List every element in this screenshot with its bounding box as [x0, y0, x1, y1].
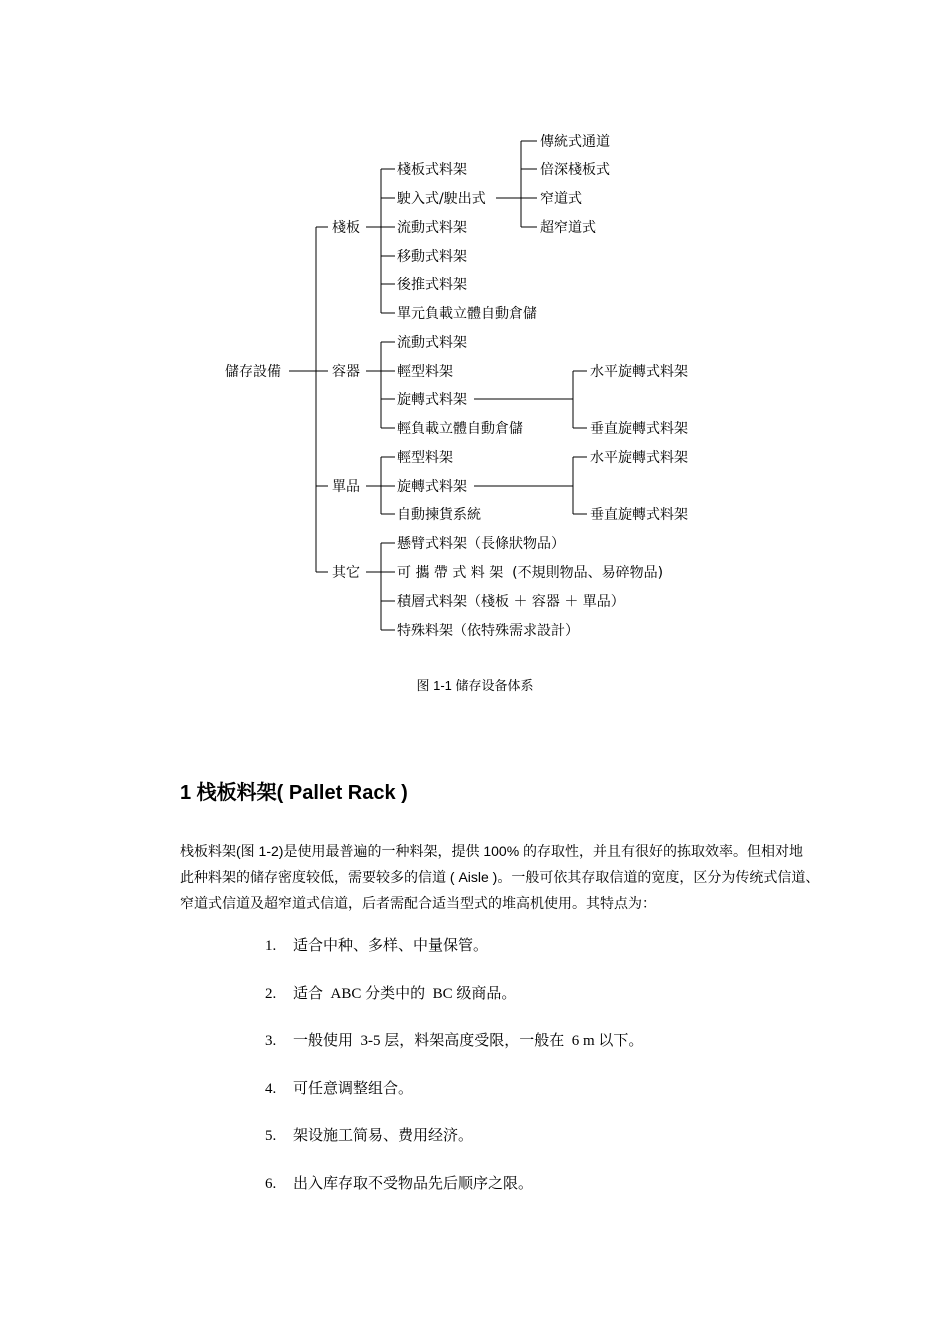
list-number: 6. [265, 1175, 277, 1192]
list-number: 3. [265, 1033, 277, 1050]
node-pallet: 棧板 [332, 220, 360, 236]
list-item [265, 1027, 643, 1075]
list-item [265, 1075, 643, 1123]
list-text: 可任意调整组合。 [293, 1080, 414, 1097]
body-paragraph [180, 838, 840, 916]
list-text: 适合 ABC 分类中的 BC 级商品。 [293, 985, 517, 1002]
node-root: 儲存設備 [225, 364, 281, 380]
node-special-rack: 特殊料架（依特殊需求設計） [397, 623, 579, 639]
storage-equipment-tree-diagram [0, 0, 950, 660]
node-light-load-asrs: 輕負載立體自動倉儲 [397, 421, 523, 437]
list-text: 适合中种、多样、中量保管。 [293, 938, 489, 954]
node-portable-rack: 可 攜 帶 式 料 架 (不規則物品、易碎物品) [397, 565, 664, 581]
list-item [265, 1170, 643, 1218]
node-conventional-aisle: 傳統式通道 [540, 134, 610, 150]
list-number: 5. [265, 1128, 277, 1145]
node-single-item: 單品 [332, 479, 360, 495]
node-auto-picking: 自動揀貨系統 [397, 507, 481, 523]
node-pallet-rack: 棧板式料架 [397, 162, 467, 178]
paragraph-line: 窄道式信道及超窄道式信道，后者需配合适当型式的堆高机使用。其特点为： [180, 895, 656, 911]
node-container-horizontal-carousel: 水平旋轉式料架 [590, 364, 688, 380]
node-very-narrow-aisle: 超窄道式 [540, 220, 596, 236]
node-item-horizontal-carousel: 水平旋轉式料架 [590, 450, 688, 466]
paragraph-line: 此种料架的储存密度较低，需要较多的信道 ( Aisle )。一般可依其存取信道的宽度，区分为传统式信道、 [180, 869, 820, 885]
node-unit-load-asrs: 單元負載立體自動倉儲 [397, 306, 537, 322]
node-container-light-rack: 輕型料架 [397, 364, 453, 380]
node-item-vertical-carousel: 垂直旋轉式料架 [590, 507, 688, 523]
list-text: 架设施工简易、费用经济。 [293, 1128, 474, 1145]
list-text: 出入库存取不受物品先后顺序之限。 [293, 1175, 534, 1192]
node-flow-rack: 流動式料架 [397, 220, 467, 236]
list-item [265, 980, 643, 1028]
node-container: 容器 [332, 364, 360, 380]
paragraph-line: 栈板料架(图 1-2)是使用最普遍的一种料架，提供 100% 的存取性，并且有很好的拣取效率。但相对地 [180, 843, 804, 859]
node-container-carousel: 旋轉式料架 [397, 392, 467, 408]
list-item [265, 1122, 643, 1170]
figure-caption: 图 1-1 储存设备体系 [416, 678, 534, 693]
section-heading: 1 栈板料架( Pallet Rack ) [180, 782, 408, 804]
list-number: 1. [265, 938, 277, 954]
list-text: 一般使用 3-5 层，料架高度受限，一般在 6 m 以下。 [293, 1033, 644, 1050]
node-item-carousel: 旋轉式料架 [397, 479, 467, 495]
feature-list [265, 932, 643, 1218]
node-mezzanine-rack: 積層式料架（棧板 ＋ 容器 ＋ 單品） [397, 594, 625, 610]
node-narrow-aisle: 窄道式 [540, 191, 582, 207]
node-container-vertical-carousel: 垂直旋轉式料架 [590, 421, 688, 437]
node-cantilever-rack: 懸臂式料架（長條狀物品） [397, 536, 565, 552]
node-container-flow-rack: 流動式料架 [397, 335, 467, 351]
list-number: 2. [265, 985, 277, 1002]
list-number: 4. [265, 1080, 277, 1097]
node-push-back: 後推式料架 [397, 277, 467, 293]
node-drive-in: 駛入式/駛出式 [397, 191, 486, 207]
node-item-light-rack: 輕型料架 [397, 450, 453, 466]
node-other: 其它 [332, 565, 360, 581]
node-double-deep: 倍深棧板式 [540, 162, 610, 178]
node-mobile-rack: 移動式料架 [397, 249, 467, 265]
list-item [265, 932, 643, 980]
